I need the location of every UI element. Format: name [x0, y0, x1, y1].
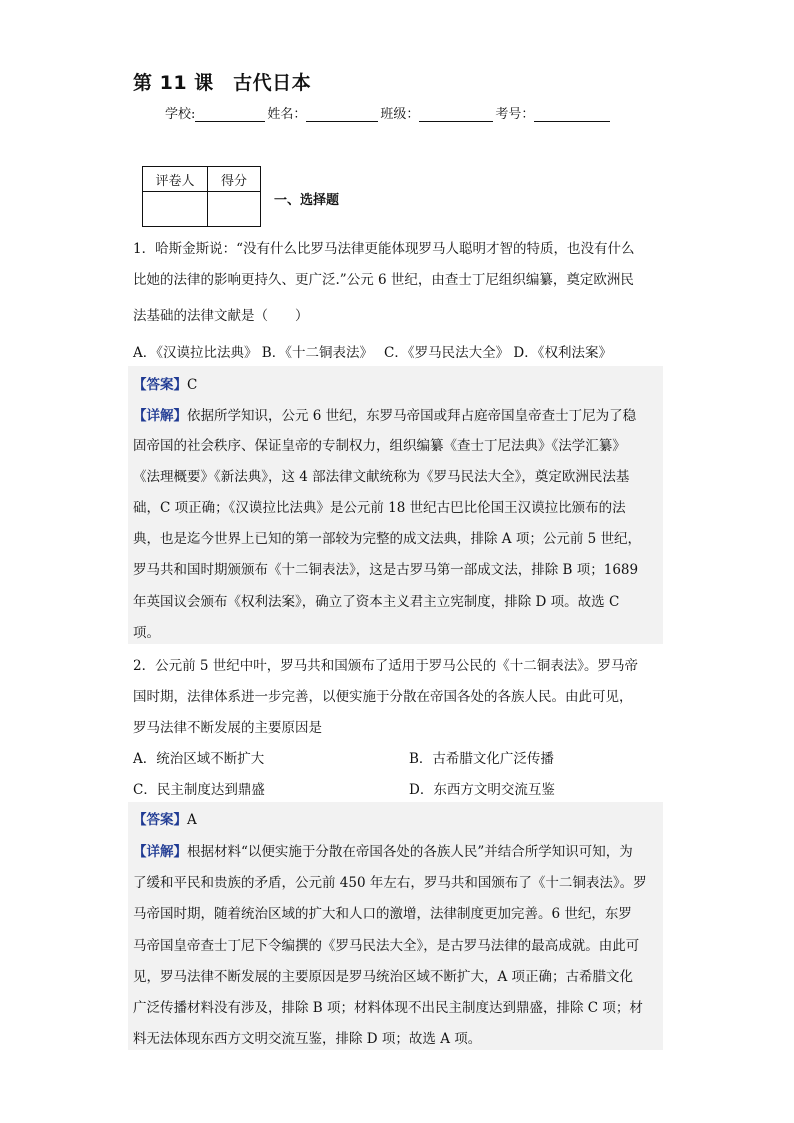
q2-stem-line: 国时期，法律体系进一步完善，以便实施于分散在帝国各处的各族人民。由此可见， — [133, 689, 633, 705]
score-table — [142, 166, 261, 227]
score-table-grader-cell — [143, 192, 208, 227]
q1-detail-line: 年英国议会颁布《权利法案》，确立了资本主义君主立宪制度，排除 D 项。故选 C — [133, 594, 620, 610]
q1-answer — [133, 373, 197, 393]
answer-tag: 【答案】 — [133, 812, 187, 828]
detail-tag: 【详解】 — [133, 844, 187, 860]
q1-stem-line: 法基础的法律文献是（ ） — [133, 308, 309, 324]
answer-value: A — [187, 812, 197, 828]
q1-stem-line: 比她的法律的影响更持久、更广泛.”公元 6 世纪，由查士丁尼组织编纂，奠定欧洲民 — [133, 272, 634, 288]
detail-text: 根据材料“以便实施于分散在帝国各处的各族人民”并结合所学知识可知，为 — [187, 844, 633, 860]
class-blank — [419, 107, 493, 122]
name-blank — [306, 107, 378, 122]
class-label: 班级： — [380, 107, 420, 122]
student-info-line — [165, 103, 612, 122]
q1-stem-line: 1．哈斯金斯说：“没有什么比罗马法律更能体现罗马人聪明才智的特质，也没有什么 — [133, 241, 635, 257]
q2-detail-line: 见，罗马法律不断发展的主要原因是罗马统治区域不断扩大，A 项正确；古希腊文化 — [133, 969, 634, 985]
q1-detail-line: 典，也是迄今世界上已知的第一部较为完整的成文法典，排除 A 项；公元前 5 世纪， — [133, 531, 642, 547]
q2-stem-line: 罗马法律不断发展的主要原因是 — [133, 720, 322, 736]
page-title: 第 11 课 古代日本 — [133, 72, 312, 94]
number-label: 考号： — [495, 107, 535, 122]
score-table-score-header: 得分 — [208, 167, 261, 192]
q1-detail-line: 项。 — [133, 625, 160, 641]
q2-detail-line: 料无法体现东西方文明交流互鉴，排除 D 项；故选 A 项。 — [133, 1031, 482, 1047]
school-label: 学校: — [165, 107, 196, 122]
q2-option-a: A．统治区域不断扩大 — [133, 751, 265, 767]
detail-text: 依据所学知识，公元 6 世纪，东罗马帝国或拜占庭帝国皇帝查士丁尼为了稳 — [187, 408, 637, 424]
q2-detail-line: 了缓和平民和贵族的矛盾，公元前 450 年左右，罗马共和国颁布了《十二铜表法》。罗 — [133, 875, 647, 891]
q2-answer — [133, 808, 197, 828]
q1-options: A．《汉谟拉比法典》 B．《十二铜表法》 C．《罗马民法大全》 D．《权利法案》 — [133, 345, 612, 361]
q2-option-c: C．民主制度达到鼎盛 — [133, 782, 265, 798]
q2-stem-line: 2．公元前 5 世纪中叶，罗马共和国颁布了适用于罗马公民的《十二铜表法》。罗马帝 — [133, 658, 639, 674]
q2-detail-line: 马帝国皇帝查士丁尼下令编撰的《罗马民法大全》，是古罗马法律的最高成就。由此可 — [133, 938, 640, 954]
detail-tag: 【详解】 — [133, 408, 187, 424]
q1-detail-line: 罗马共和国时期颁颁布《十二铜表法》，这是古罗马第一部成文法，排除 B 项；1689 — [133, 562, 639, 578]
score-table-score-cell — [208, 192, 261, 227]
score-table-grader-header: 评卷人 — [143, 167, 208, 192]
q1-detail-line: 固帝国的社会秩序、保证皇帝的专制权力，组织编纂《查士丁尼法典》《法学汇纂》 — [133, 438, 626, 454]
q1-detail-line: 础，C 项正确；《汉谟拉比法典》是公元前 18 世纪古巴比伦国王汉谟拉比颁布的法 — [133, 500, 626, 516]
q2-option-d: D．东西方文明交流互鉴 — [409, 782, 555, 798]
answer-tag: 【答案】 — [133, 377, 187, 393]
name-label: 姓名： — [267, 107, 307, 122]
q2-detail-line: 马帝国时期，随着统治区域的扩大和人口的激增，法律制度更加完善。6 世纪，东罗 — [133, 906, 632, 922]
q2-detail-line — [133, 840, 633, 860]
answer-value: C — [187, 377, 198, 393]
number-blank — [534, 107, 610, 122]
q1-detail-line — [133, 404, 636, 424]
school-blank — [195, 107, 265, 122]
q2-option-b: B．古希腊文化广泛传播 — [409, 751, 554, 767]
section-title: 一、选择题 — [274, 193, 340, 208]
q1-detail-line: 《法理概要》《新法典》，这 4 部法律文献统称为《罗马民法大全》，奠定欧洲民法基 — [133, 469, 630, 485]
q2-detail-line: 广泛传播材料没有涉及，排除 B 项；材料体现不出民主制度达到鼎盛，排除 C 项；材 — [133, 1000, 643, 1016]
